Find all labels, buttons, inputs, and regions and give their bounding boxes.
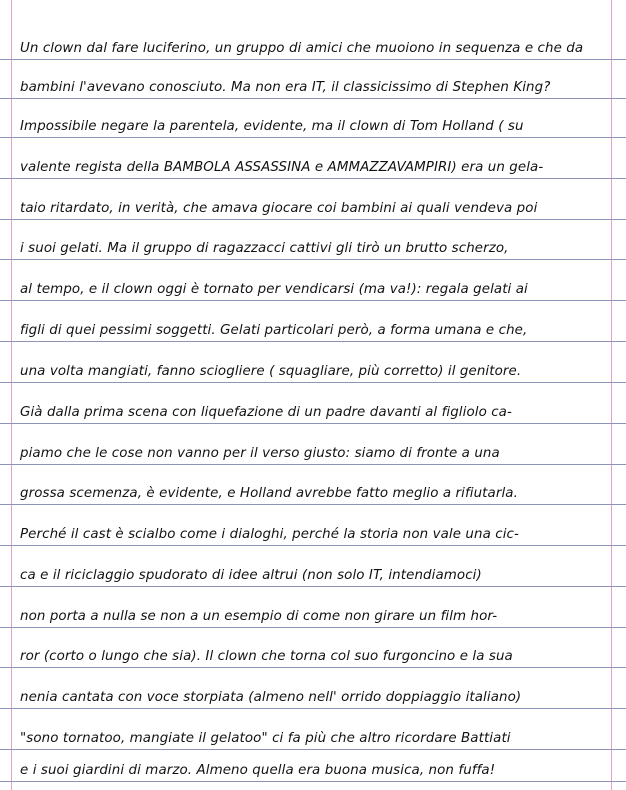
ruled-line	[0, 586, 626, 587]
text-line-4	[0, 145, 626, 179]
ruled-line	[0, 545, 626, 546]
text-line-1	[0, 26, 626, 60]
ruled-line	[0, 300, 626, 301]
handwritten-line: figli di quei pessimi soggetti. Gelati particolari però, a forma umana e che,	[20, 323, 528, 338]
handwritten-line: Perché il cast è scialbo come i dialoghi, perché la storia non vale una cic-	[20, 527, 519, 542]
text-line-3	[0, 104, 626, 138]
ruled-line	[0, 259, 626, 260]
text-line-5	[0, 186, 626, 220]
handwritten-line: ca e il riciclaggio spudorato di idee altrui (non solo IT, intendiamoci)	[20, 568, 482, 583]
text-line-7	[0, 267, 626, 301]
handwritten-line: i suoi gelati. Ma il gruppo di ragazzacci cattivi gli tirò un brutto scherzo,	[20, 241, 509, 256]
ruled-line	[0, 781, 626, 782]
handwritten-line: e i suoi giardini di marzo. Almeno quella era buona musica, non fuffa!	[20, 763, 496, 778]
handwritten-line: grossa scemenza, è evidente, e Holland avrebbe fatto meglio a rifiutarla.	[20, 486, 518, 501]
ruled-line	[0, 219, 626, 220]
ruled-line	[0, 504, 626, 505]
handwritten-line: Impossibile negare la parentela, evidente, ma il clown di Tom Holland ( su	[20, 119, 524, 134]
handwritten-line: ror (corto o lungo che sia). Il clown che torna col suo furgoncino e la sua	[20, 649, 513, 664]
text-line-9	[0, 349, 626, 383]
ruled-line	[0, 667, 626, 668]
ruled-line	[0, 137, 626, 138]
ruled-line	[0, 382, 626, 383]
handwritten-line: bambini l'avevano conosciuto. Ma non era IT, il classicissimo di Stephen King?	[20, 80, 551, 95]
text-line-6	[0, 226, 626, 260]
ruled-line	[0, 178, 626, 179]
handwritten-line: taio ritardato, in verità, che amava giocare coi bambini ai quali vendeva poi	[20, 201, 538, 216]
handwritten-line: "sono tornatoo, mangiate il gelatoo" ci fa più che altro ricordare Battiati	[20, 731, 511, 746]
text-line-2	[0, 65, 626, 99]
ruled-line	[0, 98, 626, 99]
handwritten-line: Un clown dal fare luciferino, un gruppo di amici che muoiono in sequenza e che da	[20, 41, 584, 56]
text-line-15	[0, 594, 626, 628]
handwritten-line: piamo che le cose non vanno per il verso giusto: siamo di fronte a una	[20, 446, 500, 461]
handwritten-line: non porta a nulla se non a un esempio di come non girare un film hor-	[20, 609, 498, 624]
text-line-18	[0, 716, 626, 750]
handwritten-line: nenia cantata con voce storpiata (almeno nell' orrido doppiaggio italiano)	[20, 690, 522, 705]
text-line-12	[0, 471, 626, 505]
text-line-10	[0, 390, 626, 424]
text-line-11	[0, 431, 626, 465]
text-line-13	[0, 512, 626, 546]
handwritten-line: una volta mangiati, fanno sciogliere ( squagliare, più corretto) il genitore.	[20, 364, 522, 379]
ruled-line	[0, 627, 626, 628]
text-line-19	[0, 748, 626, 782]
text-line-14	[0, 553, 626, 587]
text-line-17	[0, 675, 626, 709]
text-line-8	[0, 308, 626, 342]
ruled-line	[0, 708, 626, 709]
text-line-16	[0, 634, 626, 668]
ruled-line	[0, 59, 626, 60]
ruled-line	[0, 423, 626, 424]
ruled-line	[0, 464, 626, 465]
handwritten-line: valente regista della BAMBOLA ASSASSINA e AMMAZZAVAMPIRI) era un gela-	[20, 160, 544, 175]
handwritten-line: Già dalla prima scena con liquefazione di un padre davanti al figliolo ca-	[20, 405, 512, 420]
handwritten-line: al tempo, e il clown oggi è tornato per vendicarsi (ma va!): regala gelati ai	[20, 282, 528, 297]
ruled-line	[0, 341, 626, 342]
